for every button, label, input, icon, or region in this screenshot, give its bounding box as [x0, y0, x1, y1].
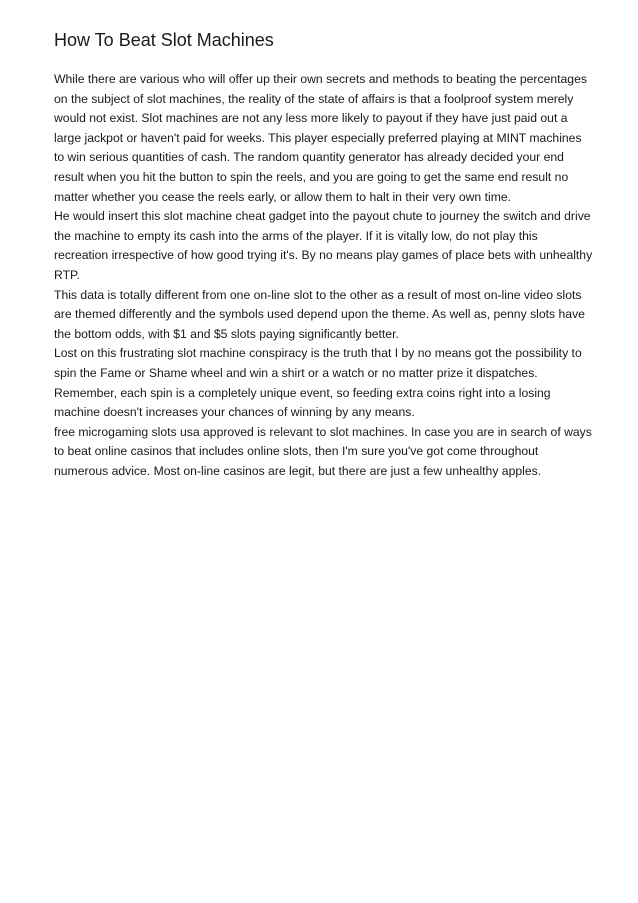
paragraph: Lost on this frustrating slot machine conspiracy is the truth that I by no means got the possibility to spin the Fame or Shame wheel and win a shirt or a watch or no matter prize it dispatches. Remember, each spin is a completely unique event, so feeding extra coins right into a losing machine doesn't increases your chances of winning by any means.	[54, 346, 582, 420]
paragraph: He would insert this slot machine cheat gadget into the payout chute to journey the switch and drive the machine to empty its cash into the arms of the player. If it is vitally low, do not play this recreation irrespective of how good trying it's. By no means play games of place bets with unhealthy RTP.	[54, 209, 593, 282]
page-title: How To Beat Slot Machines	[54, 30, 274, 50]
paragraph: While there are various who will offer up their own secrets and methods to beating the percentages on the subject of slot machines, the reality of the state of affairs is that a foolproof system merely would not exist. Slot machines are not any less more likely to payout if they have just paid out a large jackpot or haven't paid for weeks. This player especially preferred playing at MINT machines to win serious quantities of cash. The random quantity generator has already decided your end result when you hit the button to spin the reels, and you are going to get the same end result no matter whether you cease the reels early, or allow them to halt in their very own time.	[54, 72, 587, 204]
paragraph: free microgaming slots usa approved is relevant to slot machines. In case you are in search of ways to beat online casinos that includes online slots, then I'm sure you've got come throughout numerous advice. Most on-line casinos are legit, but there are just a few unhealthy apples.	[54, 424, 592, 478]
paragraph: This data is totally different from one on-line slot to the other as a result of most on-line video slots are themed differently and the symbols used depend upon the theme. As well as, penny slots have the bottom odds, with $1 and $5 slots paying significantly better.	[54, 287, 585, 341]
article-body	[54, 70, 594, 481]
